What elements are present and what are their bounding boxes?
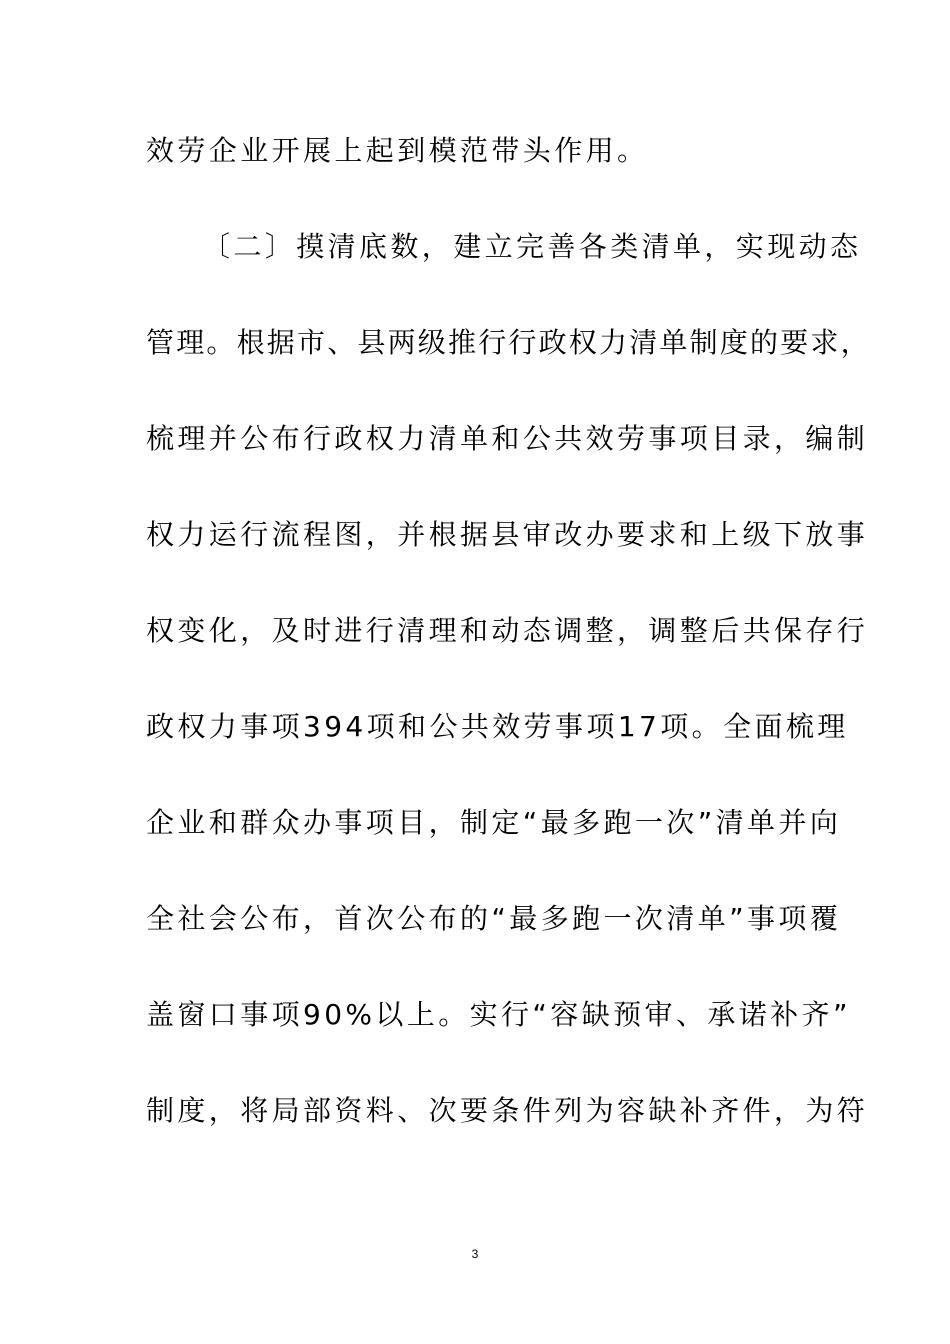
text-line-6: 权变化，及时进行清理和动态调整，调整后共保存行 xyxy=(146,614,869,647)
page-number: 3 xyxy=(471,1247,479,1261)
text-line-11: 制度，将局部资料、次要条件列为容缺补齐件，为符 xyxy=(146,1094,869,1127)
section-heading-line: 〔二〕摸清底数，建立完善各类清单，实现动态 xyxy=(202,230,862,263)
text-line-4: 梳理并公布行政权力清单和公共效劳事项目录，编制 xyxy=(146,422,869,455)
text-line-10: 盖窗口事项90%以上。实行“容缺预审、承诺补齐” xyxy=(146,998,851,1031)
text-line-9: 全社会公布，首次公布的“最多跑一次清单”事项覆 xyxy=(146,902,842,935)
body-text xyxy=(146,128,871,1184)
text-line-1: 效劳企业开展上起到模范带头作用。 xyxy=(146,134,649,167)
text-line-5: 权力运行流程图，并根据县审改办要求和上级下放事 xyxy=(146,518,869,551)
text-line-3: 管理。根据市、县两级推行行政权力清单制度的要求， xyxy=(146,326,871,359)
text-line-7: 政权力事项394项和公共效劳事项17项。全面梳理 xyxy=(146,710,849,743)
text-line-8: 企业和群众办事项目，制定“最多跑一次”清单并向 xyxy=(146,806,842,839)
